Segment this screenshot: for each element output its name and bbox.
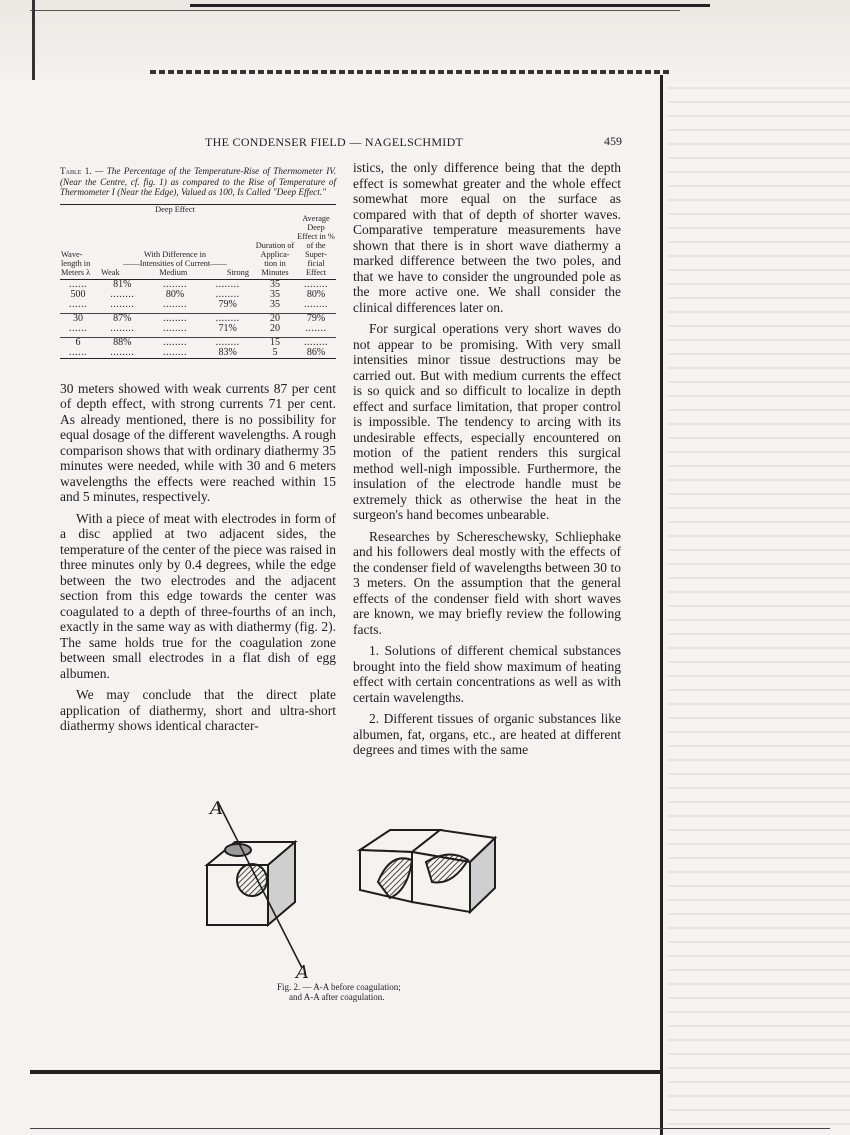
th-intensities: ——Intensities of Current—— (123, 258, 227, 268)
cell-average: ........ (304, 298, 328, 310)
table-row (60, 348, 336, 359)
cell-medium: 80% (165, 288, 185, 300)
th-duration-spacer (254, 204, 296, 214)
cell-average: ........ (304, 336, 328, 348)
table-gap (60, 359, 336, 381)
cell-duration: 20 (270, 322, 280, 334)
th-intensity-cols (97, 268, 253, 277)
cell-wave: ...... (60, 348, 96, 359)
th-average: Average Deep Effect in % of the Super-ficial Effect (296, 214, 336, 280)
right-paragraph-1: istics, the only difference being that the depth effect is somewhat greater and the whole effect somewhat more equal on the surface as compared with that of depth of shorter waves. Comparative temperature measurements have shown that there is in short wave diathermy a marked difference between the two poles, and that we have to consider the ungrounded pole as the more active one. We shall consider the clinical differences later on. (353, 160, 621, 315)
figure-caption-line-1: Fig. 2. — A-A before coagulation; (277, 982, 401, 992)
table-caption-text: — The Percentage of the Temperature-Rise of Thermometer IV. (Near the Centre, cf. fig. 1) as compared to the Rise of Temperature of Thermometer I (Near the Edge), Valued as 100, Is Called "Deep Effect." (60, 166, 337, 197)
right-paragraph-4: 1. Solutions of different chemical substances brought into the field show maximum of heating effect with certain concentrations as well as with certain wavelengths. (353, 643, 621, 705)
cell-strong: ........ (215, 336, 240, 348)
th-weak: Weak (101, 267, 120, 277)
cell-weak: ........ (96, 348, 149, 359)
right-column (353, 160, 621, 758)
cell-weak: 88% (113, 336, 132, 348)
cell-duration: 35 (270, 278, 280, 290)
cell-wave: 30 (73, 312, 83, 324)
th-wavelength (60, 204, 96, 214)
right-paragraph-5: 2. Different tissues of organic substances like albumen, fat, organs, etc., are heated at different degrees and times with the same (353, 711, 621, 757)
cell-duration: 35 (270, 288, 280, 300)
th-strong: Strong (226, 267, 249, 277)
table-row (60, 300, 336, 310)
figure-caption-line-2: and A-A after coagulation. (289, 992, 385, 1002)
scan-top-rule-thin (30, 10, 680, 11)
scan-bottom-rule-thin (30, 1128, 830, 1129)
cell-duration: 5 (254, 348, 296, 359)
cell-weak: ........ (110, 298, 135, 310)
th-duration: Duration of Applica-tion in Minutes (254, 214, 296, 280)
figure-2-drawing (150, 790, 530, 990)
right-paragraph-3: Researches by Schereschewsky, Schliephake and his followers deal mostly with the effects of the condenser field of wavelengths between 30 to 3 meters. On the assumption that the general effects of the condenser field with short waves are known, we may briefly review the following facts. (353, 528, 621, 637)
cell-weak: ........ (110, 288, 135, 300)
table-row (60, 337, 336, 348)
cell-strong: ........ (215, 278, 240, 290)
scan-bottom-rule (30, 1070, 660, 1074)
cell-medium: ........ (162, 322, 187, 334)
cell-wave: ...... (69, 298, 87, 310)
scan-top-rule (190, 4, 710, 7)
figure-label-a-top: A (210, 798, 223, 819)
page-number: 459 (604, 134, 622, 148)
table-row (60, 290, 336, 300)
cell-wave: ...... (69, 322, 87, 334)
cell-average: ........ (304, 278, 328, 290)
cell-strong: 79% (218, 298, 237, 310)
cell-weak: 87% (113, 312, 132, 324)
cell-wave: ...... (69, 278, 87, 290)
cell-duration: 20 (270, 312, 280, 324)
scan-right-edge (660, 75, 663, 1135)
cell-average: 86% (296, 348, 336, 359)
left-paragraph-1: 30 meters showed with weak currents 87 per cent of depth effect, with strong currents 71 per cent. As already mentioned, there is no possibility for equal dosage of the different wavelengths. A rough comparison shows that with ordinary diathermy 35 minutes were needed, while with 30 and 6 meters wavelengths the effects were reached within 15 and 5 minutes, respectively. (60, 380, 336, 504)
cube-after-coagulation (360, 830, 495, 912)
cell-weak: 81% (113, 278, 132, 290)
figure-2 (150, 790, 530, 1050)
cell-strong: 71% (218, 322, 237, 334)
cell-medium: ........ (162, 278, 187, 290)
figure-label-a-bottom: A (296, 962, 309, 983)
cell-strong: ........ (215, 288, 240, 300)
cell-strong: 83% (201, 348, 254, 359)
cell-weak: ........ (110, 322, 135, 334)
th-with-difference: With Difference in (143, 249, 207, 259)
cell-wave: 6 (75, 336, 81, 348)
cell-duration: 35 (270, 298, 280, 310)
table-row (60, 313, 336, 324)
cell-average: 79% (306, 312, 326, 324)
cell-strong: ........ (215, 312, 240, 324)
cell-medium: ........ (149, 348, 202, 359)
table-row (60, 279, 336, 290)
left-paragraph-2: With a piece of meat with electrodes in form of a disc applied at two adjacent sides, the temperature of the center of the piece was raised in three minutes only by 0.4 degrees, while the edge between the two electrodes and the adjacent section from this edge towards the center was coagulated to a depth of three-fourths of an inch, exactly in the same way as with diathermy (fig. 2). The same holds true for the coagulation zone between small electrodes in a flat dish of egg albumen. (60, 510, 336, 681)
cell-medium: ........ (162, 298, 187, 310)
th-deep-effect: Deep Effect (96, 204, 254, 214)
scan-left-bar (32, 0, 35, 80)
right-paragraph-2: For surgical operations very short waves do not appear to be promising. With very small intensities minor tissue destructions may be carried out. But with medium currents the effect is so quick and so difficult to localize in depth effect and surface limitation, that proper control is impossible. The tendency to arcing with its undesirable effects, especially encountered on motion of the patient renders this surgical method well-nigh impossible. Furthermore, the insulation of the electrode handle must be extremely thick as otherwise the heat in the surgeon's hand becomes unbearable. (353, 321, 621, 522)
table-row (60, 324, 336, 334)
table-label: Table 1. (60, 166, 92, 176)
th-average-spacer (296, 204, 336, 214)
table-caption (60, 166, 336, 198)
table-body (60, 279, 336, 358)
cell-wave: 500 (70, 288, 86, 300)
scan-right-noise (668, 75, 850, 1135)
cell-average: ....... (305, 322, 327, 334)
th-medium: Medium (159, 267, 188, 277)
running-head: THE CONDENSER FIELD — NAGELSCHMIDT (205, 135, 464, 149)
left-paragraph-3: We may conclude that the direct plate application of diathermy, short and ultra-short diathermy shows identical character- (60, 687, 336, 733)
scan-header-rule (150, 70, 670, 74)
deep-effect-table (60, 204, 336, 359)
cell-medium: ........ (162, 336, 187, 348)
figure-caption (277, 982, 401, 1002)
cell-duration: 15 (270, 336, 280, 348)
cell-medium: ........ (162, 312, 187, 324)
th-intensity-group (96, 214, 254, 280)
cell-average: 80% (306, 288, 326, 300)
left-column (60, 160, 336, 734)
cube-before-coagulation (207, 842, 295, 925)
th-wavelength-label: Wave-length in Meters λ (60, 214, 96, 280)
